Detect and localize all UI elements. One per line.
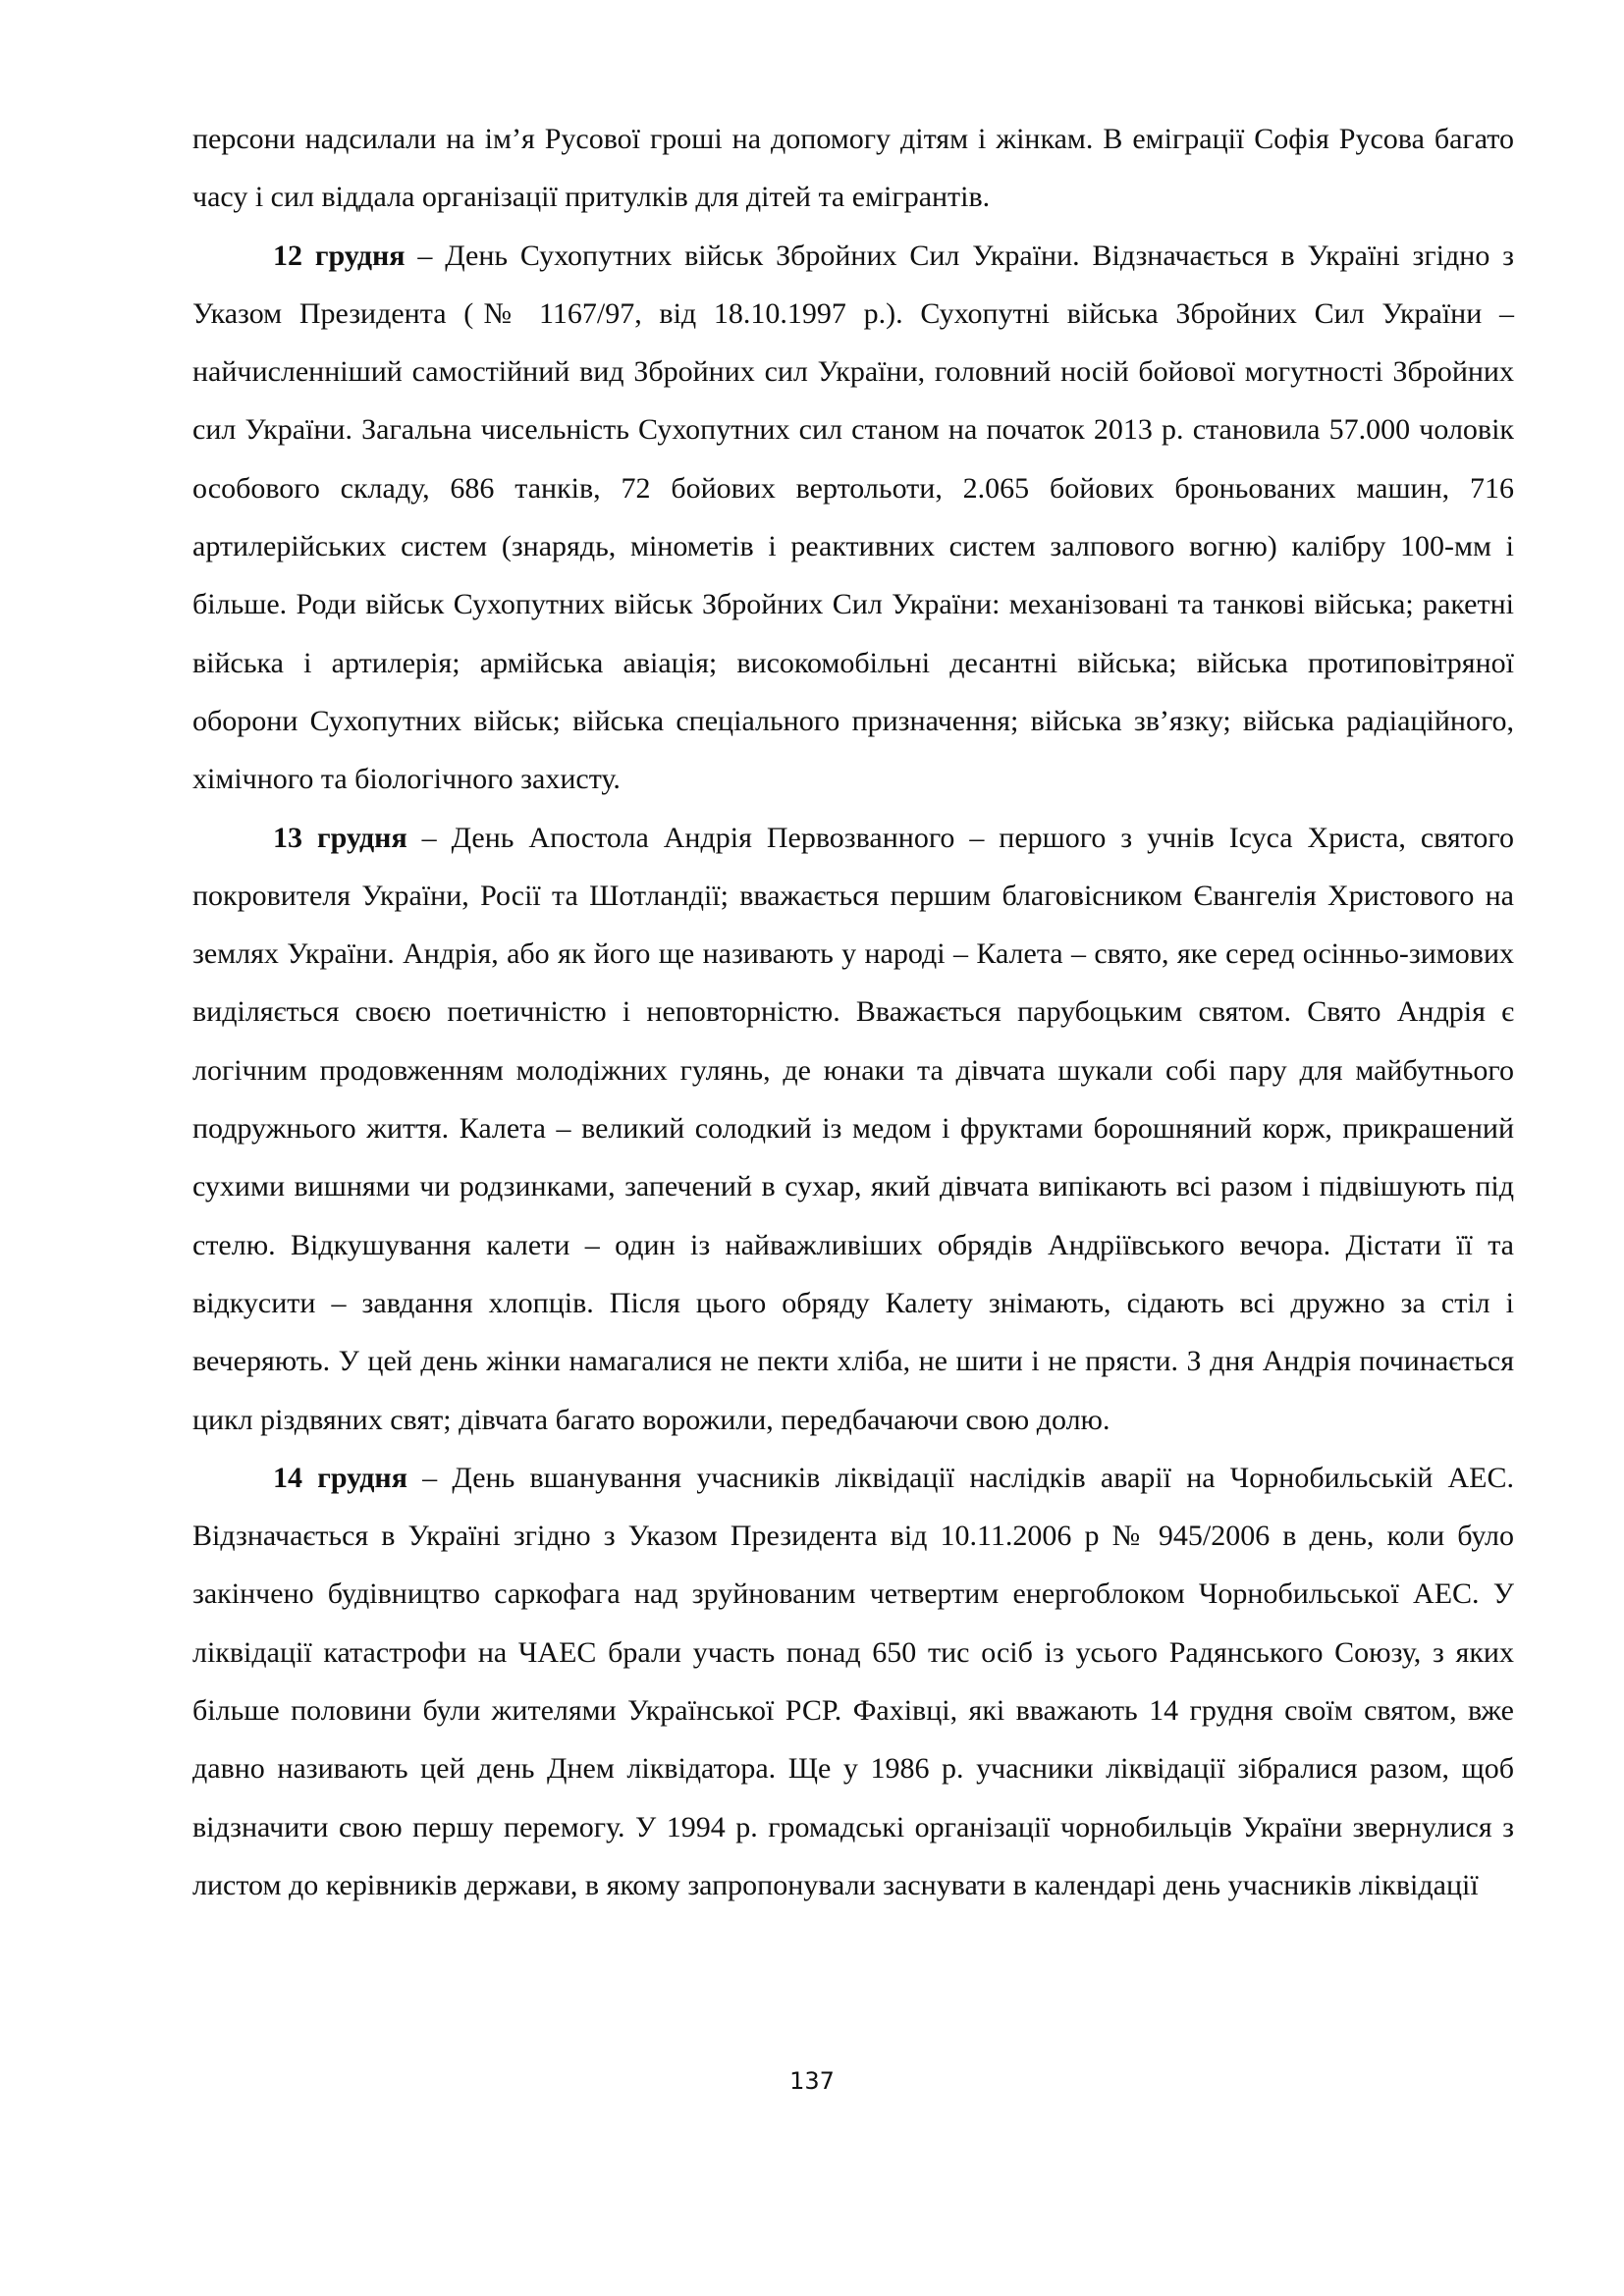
document-page <box>192 110 1514 1914</box>
paragraph-text: – День Апостола Андрія Первозванного – першого з учнів Ісуса Христа, святого покровителя України, Росії та Шотландії; вважається першим благовісником Євангелія Христового на землях України. Андрія, або як його ще називають у народі – Калета – свято, яке серед осінньо-зимових виділяється своєю поетичністю і неповторністю. Вважається парубоцьким святом. Свято Андрія є логічним продовженням молодіжних гулянь, де юнаки та дівчата шукали собі пару для майбутнього подружнього життя. Калета – великий солодкий із медом і фруктами борошняний корж, прикрашений сухими вишнями чи родзинками, запечений в сухар, який дівчата випікають всі разом і підвішують під стелю. Відкушування калети – один із найважливіших обрядів Андріївського вечора. Дістати її та відкусити – завдання хлопців. Після цього обряду Калету знімають, сідають всі дружно за стіл і вечеряють. У цей день жінки намагалися не пекти хліба, не шити і не прясти. З дня Андрія починається цикл різдвяних свят; дівчата багато ворожили, передбачаючи свою долю. <box>192 821 1514 1436</box>
paragraph-continuation <box>192 110 1514 227</box>
paragraph-text: персони надсилали на ім’я Русової гроші на допомогу дітям і жінкам. В еміграції Софія Русова багато часу і сил віддала організації притулків для дітей та емігрантів. <box>192 123 1514 214</box>
paragraph-text: – День Сухопутних військ Збройних Сил України. Відзначається в Україні згідно з Указом Президента (№ 1167/97, від 18.10.1997 р.). Сухопутні війська Збройних Сил України – найчисленніший самостійний вид Збройних сил України, головний носій бойової могутності Збройних сил України. Загальна чисельність Сухопутних сил станом на початок 2013 р. становила 57.000 чоловік особового складу, 686 танків, 72 бойових вертольоти, 2.065 бойових броньованих машин, 716 артилерійських систем (знарядь, мінометів і реактивних систем залпового вогню) калібру 100-мм і більше. Роди військ Сухопутних військ Збройних Сил України: механізовані та танкові війська; ракетні війська і артилерія; армійська авіація; високомобільні десантні війська; війська протиповітряної оборони Сухопутних військ; війська спеціального призначення; війська зв’язку; війська радіаційного, хімічного та біологічного захисту. <box>192 239 1514 796</box>
date-heading: 13 грудня <box>273 821 407 854</box>
date-heading: 12 грудня <box>273 239 406 272</box>
paragraph-dec-13 <box>192 809 1514 1449</box>
paragraph-dec-14 <box>192 1449 1514 1914</box>
paragraph-dec-12 <box>192 227 1514 809</box>
date-heading: 14 грудня <box>273 1461 407 1494</box>
page-number: 137 <box>789 2067 835 2095</box>
paragraph-text: – День вшанування учасників ліквідації наслідків аварії на Чорнобильській АЕС. Відзначається в Україні згідно з Указом Президента від 10.11.2006 р № 945/2006 в день, коли було закінчено будівництво саркофага над зруйнованим четвертим енергоблоком Чорнобильської АЕС. У ліквідації катастрофи на ЧАЕС брали участь понад 650 тис осіб із усього Радянського Союзу, з яких більше половини були жителями Української РСР. Фахівці, які вважають 14 грудня своїм святом, вже давно називають цей день Днем ліквідатора. Ще у 1986 р. учасники ліквідації зібралися разом, щоб відзначити свою першу перемогу. У 1994 р. громадські організації чорнобильців України звернулися з листом до керівників держави, в якому запропонували заснувати в календарі день учасників ліквідації <box>192 1461 1514 1901</box>
